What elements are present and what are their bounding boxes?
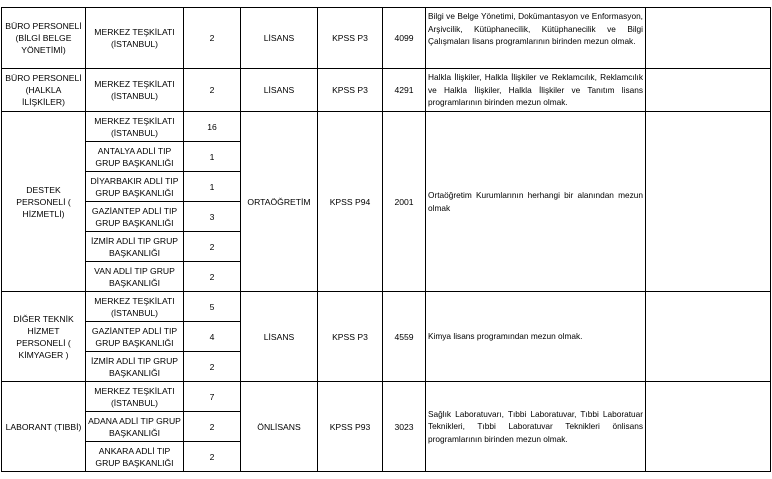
- qualification-conditions-cell: Halkla İlişkiler, Halkla İlişkiler ve Reklamcılık, Reklamcılık ve Halkla İlişkiler, Halkla İlişkiler ve Tanıtım lisans programlarının birinden mezun olmak.: [426, 69, 646, 112]
- education-level-cell: LİSANS: [241, 8, 318, 69]
- unit-cell: MERKEZ TEŞKİLATI (İSTANBUL): [86, 112, 184, 142]
- unit-cell: ANKARA ADLİ TIP GRUP BAŞKANLIĞI: [86, 442, 184, 472]
- count-cell: 2: [184, 352, 241, 382]
- qualification-conditions-cell: Ortaöğretim Kurumlarının herhangi bir alanından mezun olmak: [426, 112, 646, 292]
- count-cell: 2: [184, 262, 241, 292]
- qualification-conditions-cell: Sağlık Laboratuvarı, Tıbbi Laboratuvar, Tıbbi Laboratuar Teknikleri, Tıbbi Laboratuvar Teknikleri önlisans programlarının birinden mezun olmak.: [426, 382, 646, 472]
- count-cell: 2: [184, 8, 241, 69]
- position-title-cell: BÜRO PERSONELİ (BİLGİ BELGE YÖNETİMİ): [2, 8, 86, 69]
- kpss-score-type-cell: KPSS P3: [318, 69, 383, 112]
- kpss-score-type-cell: KPSS P94: [318, 112, 383, 292]
- table-row: [2, 69, 771, 112]
- count-cell: 7: [184, 382, 241, 412]
- qualification-code-cell: 4559: [383, 292, 426, 382]
- count-cell: 16: [184, 112, 241, 142]
- education-level-cell: LİSANS: [241, 292, 318, 382]
- notes-cell: [646, 112, 771, 292]
- qualification-conditions-cell: Kimya lisans programından mezun olmak.: [426, 292, 646, 382]
- count-cell: 2: [184, 412, 241, 442]
- unit-cell: GAZİANTEP ADLİ TIP GRUP BAŞKANLIĞI: [86, 202, 184, 232]
- count-cell: 4: [184, 322, 241, 352]
- unit-cell: MERKEZ TEŞKİLATI (İSTANBUL): [86, 8, 184, 69]
- table-row: [2, 8, 771, 69]
- unit-cell: MERKEZ TEŞKİLATI (İSTANBUL): [86, 292, 184, 322]
- count-cell: 2: [184, 232, 241, 262]
- position-title-cell: DESTEK PERSONELİ ( HİZMETLİ): [2, 112, 86, 292]
- staff-positions-table: [1, 7, 771, 472]
- education-level-cell: ÖNLİSANS: [241, 382, 318, 472]
- kpss-score-type-cell: KPSS P93: [318, 382, 383, 472]
- education-level-cell: LİSANS: [241, 69, 318, 112]
- education-level-cell: ORTAÖĞRETİM: [241, 112, 318, 292]
- count-cell: 1: [184, 172, 241, 202]
- qualification-code-cell: 4291: [383, 69, 426, 112]
- position-title-cell: BÜRO PERSONELİ (HALKLA İLİŞKİLER): [2, 69, 86, 112]
- notes-cell: [646, 8, 771, 69]
- unit-cell: ADANA ADLİ TIP GRUP BAŞKANLIĞI: [86, 412, 184, 442]
- unit-cell: MERKEZ TEŞKİLATI (İSTANBUL): [86, 69, 184, 112]
- notes-cell: [646, 382, 771, 472]
- position-title-cell: LABORANT (TIBBİ): [2, 382, 86, 472]
- unit-cell: DİYARBAKIR ADLİ TIP GRUP BAŞKANLIĞI: [86, 172, 184, 202]
- qualification-code-cell: 3023: [383, 382, 426, 472]
- unit-cell: MERKEZ TEŞKİLATI (İSTANBUL): [86, 382, 184, 412]
- qualification-conditions-cell: Bilgi ve Belge Yönetimi, Dokümantasyon ve Enformasyon, Arşivcilik, Kütüphanecilik, Kütüphanecilik ve Bilgi Çalışmaları lisans programlarının birinden mezun olmak.: [426, 8, 646, 69]
- table-row: [2, 382, 771, 412]
- unit-cell: GAZİANTEP ADLİ TIP GRUP BAŞKANLIĞI: [86, 322, 184, 352]
- qualification-code-cell: 2001: [383, 112, 426, 292]
- qualification-code-cell: 4099: [383, 8, 426, 69]
- kpss-score-type-cell: KPSS P3: [318, 292, 383, 382]
- kpss-score-type-cell: KPSS P3: [318, 8, 383, 69]
- position-title-cell: DİĞER TEKNİK HİZMET PERSONELİ ( KİMYAGER ): [2, 292, 86, 382]
- count-cell: 1: [184, 142, 241, 172]
- unit-cell: İZMİR ADLİ TIP GRUP BAŞKANLIĞI: [86, 232, 184, 262]
- unit-cell: İZMİR ADLİ TIP GRUP BAŞKANLIĞI: [86, 352, 184, 382]
- unit-cell: ANTALYA ADLİ TIP GRUP BAŞKANLIĞI: [86, 142, 184, 172]
- table-row: [2, 112, 771, 142]
- count-cell: 3: [184, 202, 241, 232]
- count-cell: 5: [184, 292, 241, 322]
- table-row: [2, 292, 771, 322]
- count-cell: 2: [184, 69, 241, 112]
- notes-cell: [646, 69, 771, 112]
- unit-cell: VAN ADLİ TIP GRUP BAŞKANLIĞI: [86, 262, 184, 292]
- notes-cell: [646, 292, 771, 382]
- count-cell: 2: [184, 442, 241, 472]
